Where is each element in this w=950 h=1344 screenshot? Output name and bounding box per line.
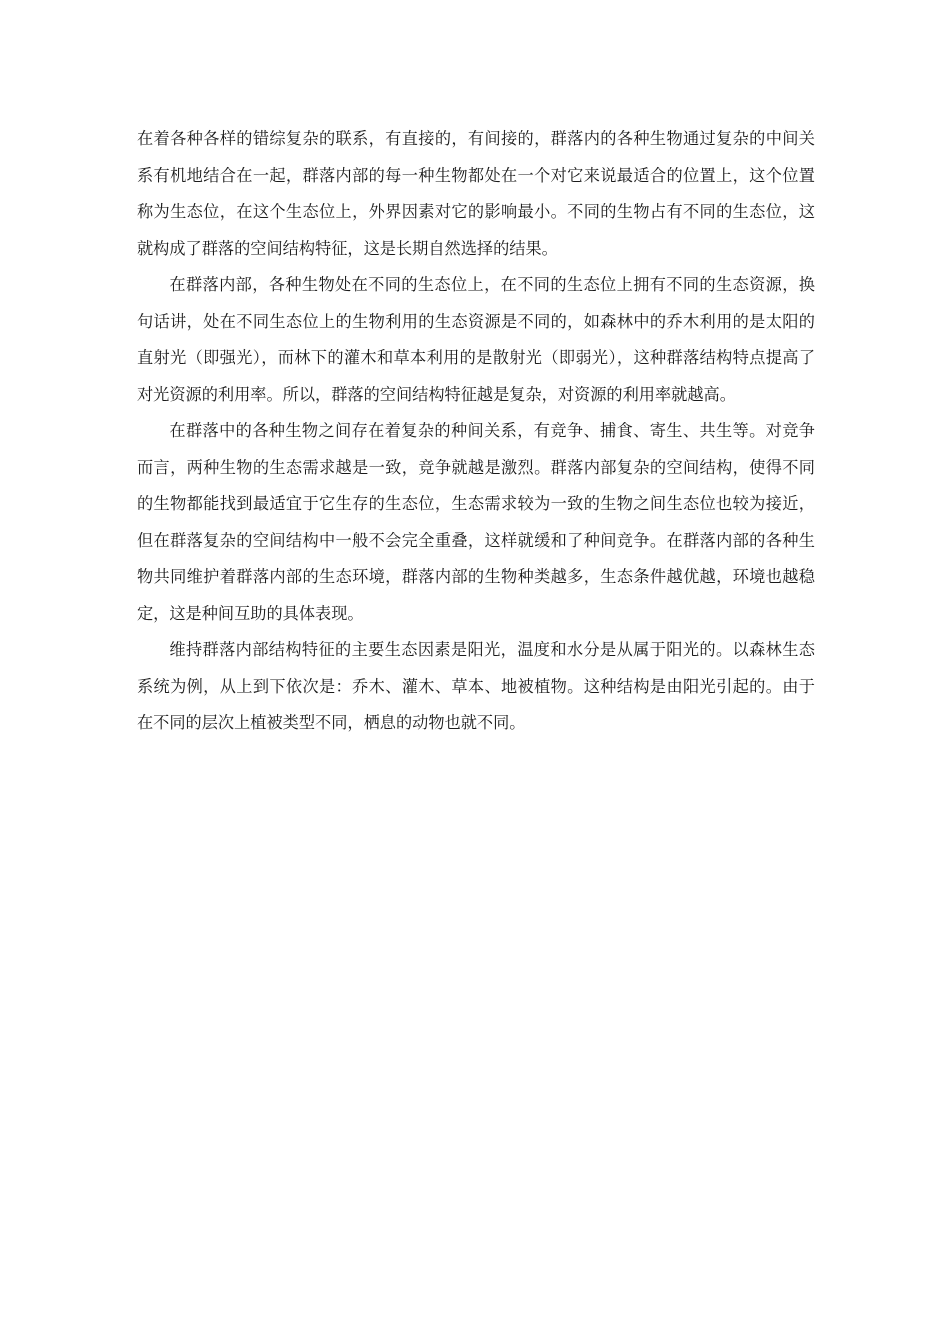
paragraph: 在群落内部，各种生物处在不同的生态位上，在不同的生态位上拥有不同的生态资源，换句话讲，处在不同生态位上的生物利用的生态资源是不同的，如森林中的乔木利用的是太阳的直射光（即强光），而林下的灌木和草本利用的是散射光（即弱光），这种群落结构特点提高了对光资源的利用率。所以，群落的空间结构特征越是复杂，对资源的利用率就越高。	[137, 275, 815, 404]
paragraph: 维持群落内部结构特征的主要生态因素是阳光，温度和水分是从属于阳光的。以森林生态系统为例，从上到下依次是：乔木、灌木、草本、地被植物。这种结构是由阳光引起的。由于在不同的层次上植被类型不同，栖息的动物也就不同。	[137, 640, 815, 732]
document-body	[137, 121, 815, 742]
paragraph-continuation: 在着各种各样的错综复杂的联系，有直接的，有间接的，群落内的各种生物通过复杂的中间关系有机地结合在一起，群落内部的每一种生物都处在一个对它来说最适合的位置上，这个位置称为生态位，在这个生态位上，外界因素对它的影响最小。不同的生物占有不同的生态位，这就构成了群落的空间结构特征，这是长期自然选择的结果。	[137, 129, 815, 258]
paragraph: 在群落中的各种生物之间存在着复杂的种间关系，有竞争、捕食、寄生、共生等。对竞争而言，两种生物的生态需求越是一致，竞争就越是激烈。群落内部复杂的空间结构，使得不同的生物都能找到最适宜于它生存的生态位，生态需求较为一致的生物之间生态位也较为接近，但在群落复杂的空间结构中一般不会完全重叠，这样就缓和了种间竞争。在群落内部的各种生物共同维护着群落内部的生态环境，群落内部的生物种类越多，生态条件越优越，环境也越稳定，这是种间互助的具体表现。	[137, 421, 815, 623]
